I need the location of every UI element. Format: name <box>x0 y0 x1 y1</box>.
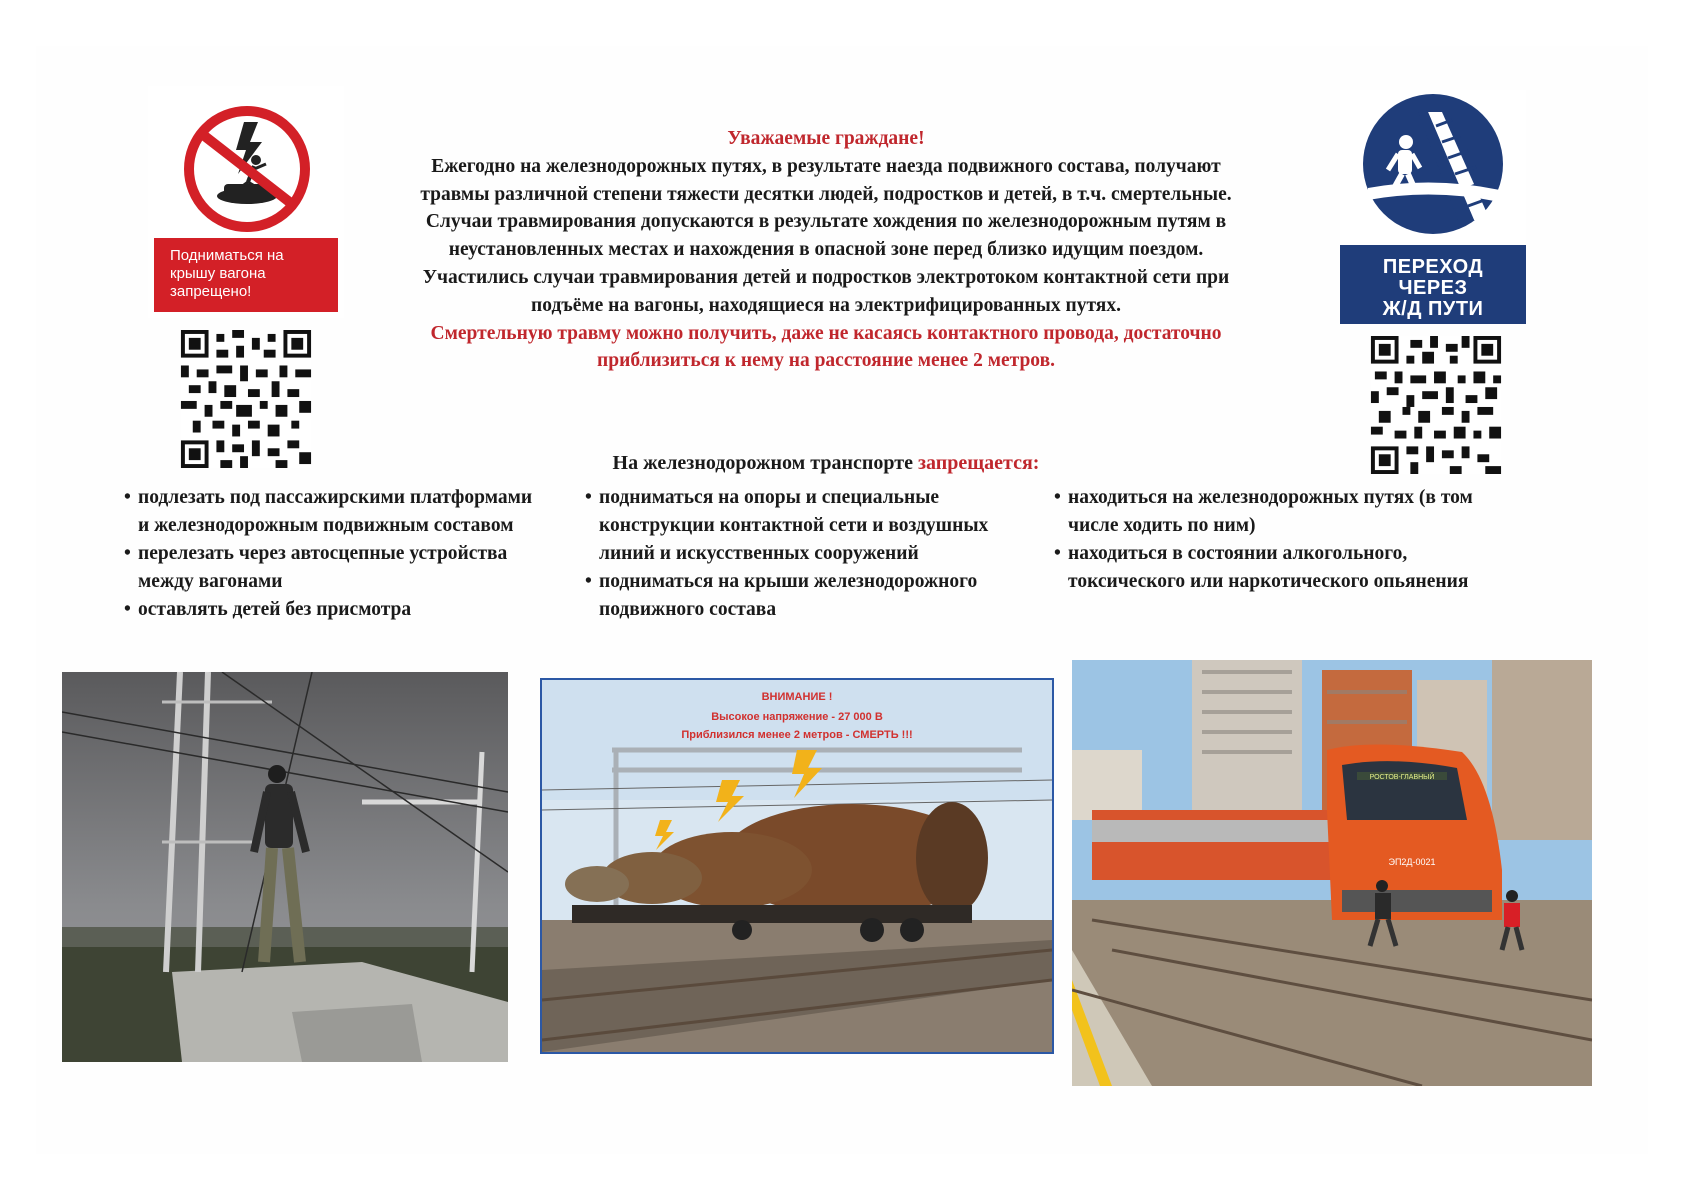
lead-body: Ежегодно на железнодорожных путях, в результате наезда подвижного состава, получают травмы различной степени тяжести десятки людей, подростков и детей, в т.ч. смертельные. Случаи травмирования допускаются в результате хождения по железнодорожным путям в неустановленных местах и нахождения в опасной зоне перед близко идущим поездом. Участились случаи травмирования детей и подростков электротоком контактной сети при подъёме на вагоны, находящиеся на электрифицированных путях. <box>420 155 1232 316</box>
no-climbing-sign <box>148 86 344 318</box>
forbidden-heading <box>416 452 1236 475</box>
warning-overlay-line2: Высокое напряжение - 27 000 В <box>711 711 883 723</box>
qr-code-left <box>180 330 312 468</box>
photo-electric-train <box>1072 660 1592 1086</box>
lead-text-block <box>416 125 1236 375</box>
qr-code-right <box>1370 336 1502 474</box>
list-item: • подниматься на крыши железнодорожного подвижного состава <box>585 568 1025 624</box>
forbidden-heading-emphasis: запрещается: <box>917 452 1040 474</box>
list-item: • находиться на железнодорожных путях (в том числе ходить по ним) <box>1054 484 1474 540</box>
list-item: • подлезать под пассажирскими платформами и железнодорожным подвижным составом <box>124 484 544 540</box>
warning-overlay-line1: ВНИМАНИЕ ! <box>761 691 833 703</box>
forbidden-list-col2 <box>585 484 1025 624</box>
crossing-sign <box>1340 90 1526 324</box>
crossing-caption-line: ПЕРЕХОД <box>1382 256 1484 278</box>
no-climbing-caption: Подниматься на крышу вагона запрещено! <box>154 238 338 312</box>
warning-overlay-line3: Приблизился менее 2 метров - СМЕРТЬ !!! <box>681 729 913 741</box>
crossing-caption-line: ЧЕРЕЗ <box>1398 277 1468 299</box>
pedestrian-crossing-tracks-icon <box>1340 90 1526 242</box>
list-item: • подниматься на опоры и специальные конструкции контактной сети и воздушных линий и искусственных сооружений <box>585 484 1025 568</box>
list-item: • перелезать через автосцепные устройства между вагонами <box>124 540 544 596</box>
list-item: • находиться в состоянии алкогольного, токсического или наркотического опьянения <box>1054 540 1474 596</box>
train-number: ЭП2Д-0021 <box>1388 857 1436 867</box>
crossing-caption-line: Ж/Д ПУТИ <box>1382 298 1484 320</box>
train-destination-display: РОСТОВ-ГЛАВНЫЙ <box>1369 774 1435 781</box>
photo-person-on-roof <box>62 672 508 1062</box>
greeting-heading: Уважаемые граждане! <box>727 128 925 149</box>
crossing-caption <box>1340 245 1526 324</box>
forbidden-list-col1 <box>124 484 544 624</box>
list-item: • оставлять детей без присмотра <box>124 596 544 624</box>
forbidden-list-col3 <box>1054 484 1474 596</box>
photo-tank-train <box>540 678 1054 1054</box>
no-climbing-roof-icon <box>172 104 322 234</box>
lead-warning: Смертельную травму можно получить, даже не касаясь контактного провода, достаточно приблизиться к нему на расстояние менее 2 метров. <box>430 322 1222 372</box>
forbidden-heading-prefix: На железнодорожном транспорте <box>612 452 913 474</box>
